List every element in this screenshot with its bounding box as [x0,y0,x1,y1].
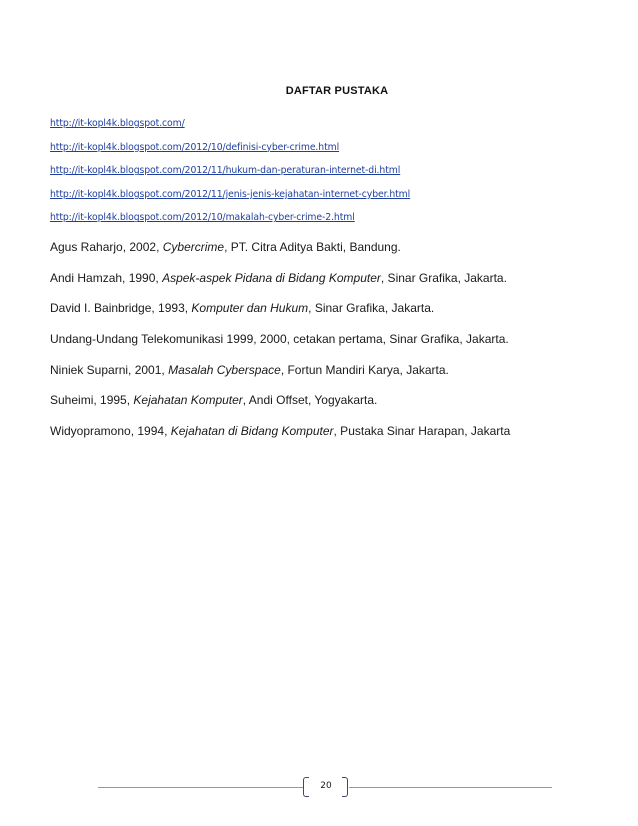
entry-author-year: Suheimi, 1995, [50,393,134,408]
entry-publisher: , Fortun Mandiri Karya, Jakarta. [280,362,449,377]
page-number: 20 [320,781,332,791]
entry-title: Masalah Cyberspace [168,362,281,377]
bibliography-entry [50,263,510,294]
entry-author-year: David I. Bainbridge, 1993, [50,301,192,316]
entry-title: Cybercrime [162,240,225,254]
entry-publisher: , Pustaka Sinar Harapan, Jakarta [333,424,511,439]
bibliography-entry [50,385,510,416]
bibliography-list [50,232,510,447]
bibliography-entry [50,324,510,355]
entry-title: Kejahatan di Bidang Komputer [170,424,334,439]
bibliography-entry [50,232,510,263]
reference-link[interactable]: http://it-kopl4k.blogspot.com/2012/10/makalah-cyber-crime-2.html [50,212,355,224]
bibliography-entry [50,355,510,386]
bibliography-entry [50,416,510,447]
entry-author-year: Widyopramono, 1994, [50,424,171,439]
entry-publisher: , Sinar Grafika, Jakarta. [380,270,507,285]
entry-title: Komputer dan Hukum [191,301,309,316]
bibliography-entry [50,293,510,324]
page-title: DAFTAR PUSTAKA [285,85,389,97]
entry-author-year: Niniek Suparni, 2001, [50,362,169,377]
entry-publisher: , Sinar Grafika, Jakarta. [308,301,435,316]
reference-link[interactable]: http://it-kopl4k.blogspot.com/2012/11/jenis-jenis-kejahatan-internet-cyber.html [50,188,411,200]
entry-publisher: , Andi Offset, Yogyakarta. [242,393,378,408]
entry-author-year: Agus Raharjo, 2002, [50,240,163,254]
page-number-right-bracket-icon [342,777,348,797]
entry-title: Kejahatan Komputer [133,393,243,408]
entry-author-year: Undang-Undang Telekomunikasi 1999, 2000, cetakan pertama, Sinar Grafika, Jakarta. [50,332,509,347]
reference-link[interactable]: http://it-kopl4k.blogspot.com/2012/10/definisi-cyber-crime.html [50,141,340,153]
entry-author-year: Andi Hamzah, 1990, [50,270,163,285]
reference-link[interactable]: http://it-kopl4k.blogspot.com/ [50,118,185,129]
entry-publisher: , PT. Citra Aditya Bakti, Bandung. [224,240,401,254]
entry-title: Aspek-aspek Pidana di Bidang Komputer [162,270,381,285]
reference-link[interactable]: http://it-kopl4k.blogspot.com/2012/11/hukum-dan-peraturan-internet-di.html [50,165,401,177]
reference-link-list [50,112,410,230]
page-number-left-bracket-icon [303,777,309,797]
